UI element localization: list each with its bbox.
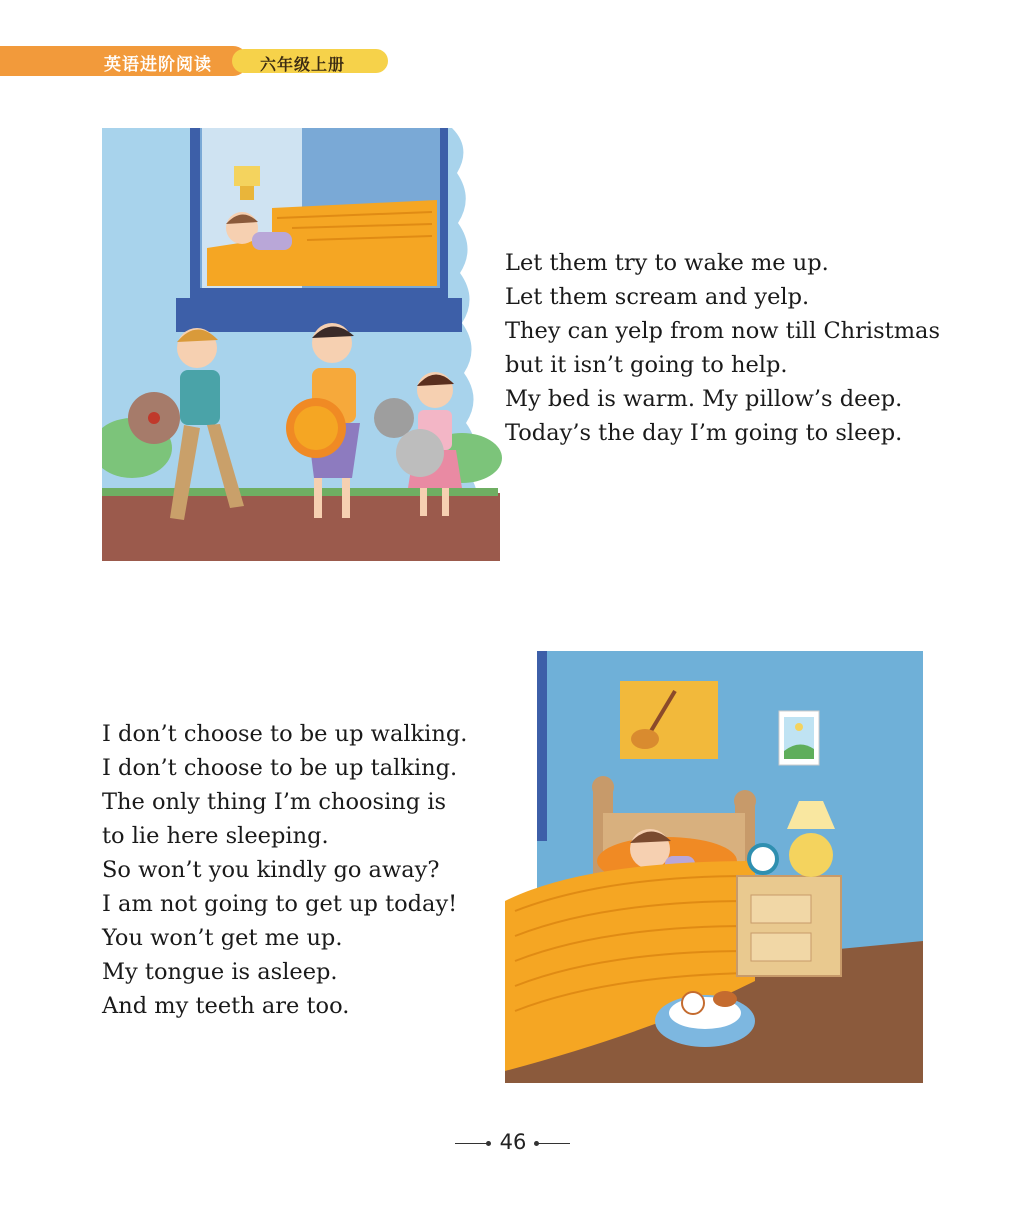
footer-rule-right	[536, 1143, 570, 1144]
poem-line: but it isn’t going to help.	[505, 352, 788, 378]
poem-line: The only thing I’m choosing is	[102, 789, 447, 815]
poem-line: They can yelp from now till Christmas	[505, 318, 941, 344]
header	[0, 46, 400, 76]
poem-line: You won’t get me up.	[102, 925, 343, 951]
poem-line: My tongue is asleep.	[102, 959, 338, 985]
poem-line: Let them try to wake me up.	[505, 250, 829, 276]
poem-line: My bed is warm. My pillow’s deep.	[505, 386, 903, 412]
poem-line: And my teeth are too.	[102, 993, 350, 1019]
series-title: 英语进阶阅读	[104, 55, 212, 75]
illustration-noisy-children	[102, 128, 502, 561]
footer-dot-left	[486, 1141, 491, 1146]
poem-line: Today’s the day I’m going to sleep.	[505, 420, 903, 446]
poem-line: I don’t choose to be up talking.	[102, 755, 458, 781]
poem-line: I am not going to get up today!	[102, 891, 458, 917]
poem-line: So won’t you kindly go away?	[102, 857, 440, 883]
poem-stanza-bottom	[102, 717, 467, 1023]
poem-line: Let them scream and yelp.	[505, 284, 810, 310]
footer-rule-left	[455, 1143, 489, 1144]
grade-title: 六年级上册	[260, 55, 346, 74]
poem-line: I don’t choose to be up walking.	[102, 721, 468, 747]
poem-stanza-top	[505, 246, 940, 450]
illustration-sleeping-child	[505, 651, 923, 1083]
page-number: 46	[499, 1130, 527, 1154]
poem-line: to lie here sleeping.	[102, 823, 329, 849]
footer	[0, 1128, 1024, 1162]
